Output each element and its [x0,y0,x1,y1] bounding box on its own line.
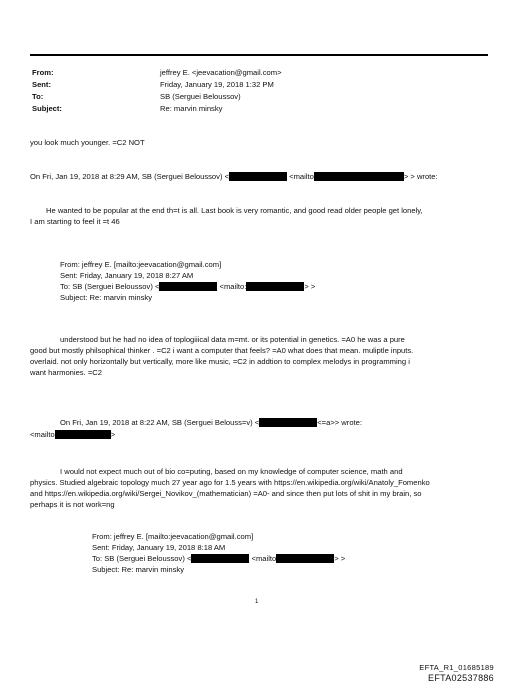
quote1-intro-end: > > wrote: [403,172,438,181]
quote1-intro [30,172,438,181]
to-label: To: [32,92,44,101]
quote1-mailto: <mailto [289,172,314,181]
header2-sent: Sent: Friday, January 19, 2018 8:27 AM [60,271,194,280]
header3-subject: Subject: Re: marvin minsky [92,565,184,574]
header3-to-end: > > [334,554,346,563]
quote2-mailto: <mailto [30,430,55,439]
redaction-box [276,554,334,563]
header2-mailto: <mailto: [219,282,247,291]
redaction-box [191,554,249,563]
redaction-box [55,430,111,439]
subject-label: Subject: [32,104,62,113]
from-label: From: [32,68,54,77]
subject-value: Re: marvin minsky [160,104,223,113]
quote2-mailto-line [30,430,115,439]
header3-to [92,554,345,563]
header2-to [60,282,315,291]
reply-text: you look much younger. =C2 NOT [30,138,145,147]
from-value: jeffrey E. <jeevacation@gmail.com> [160,68,282,77]
header-rule [30,54,488,56]
redaction-box [229,172,287,181]
header2-from: From: jeffrey E. [mailto:jeevacation@gmail.com] [60,260,222,269]
header2-subject: Subject: Re: marvin minsky [60,293,152,302]
body2-line3: overlaid. not only horizontally but vertically, more like music, =C2 in addtion to complex melodys in programming i [30,357,410,366]
body3-line1: I would not expect much out of bio co=puting, based on my knowledge of computer science, math and [60,467,403,476]
footer-id-1: EFTA_R1_01685189 [419,663,494,672]
quote1-body-line2: I am starting to feel it =t 46 [30,217,120,226]
quote2-intro [60,418,362,427]
body3-line2: physics. Studied algebraic topology much 27 year ago for 1.5 years with https://en.wikipedia.org/wiki/Anatoly_Fomenko [30,478,430,487]
quote1-intro-start: On Fri, Jan 19, 2018 at 8:29 AM, SB (Serguei Beloussov) < [30,172,230,181]
page-number: 1 [255,599,259,605]
body2-line2: good but mostly philsophical thinker . =C2 i want a computer that feels? =A0 what does that mean. muliptle inputs. [30,346,414,355]
to-value: SB (Serguei Beloussov) [160,92,241,101]
sent-value: Friday, January 19, 2018 1:32 PM [160,80,274,89]
body2-line4: want harmonies. =C2 [30,368,102,377]
header3-mailto: <mailto [251,554,277,563]
body2-line1: understood but he had no idea of toplogiiical data m=mt. or its potential in genetics. =A0 he was a pure [60,335,405,344]
header3-sent: Sent: Friday, January 19, 2018 8:18 AM [92,543,226,552]
header3-to-start: To: SB (Serguei Beloussov) < [92,554,192,563]
redaction-box [159,282,217,291]
quote1-body-line1: He wanted to be popular at the end th=t is all. Last book is very romantic, and good read older people get lonely, [46,206,423,215]
header2-to-start: To: SB (Serguei Beloussov) < [60,282,160,291]
redaction-box [259,418,317,427]
header3-from: From: jeffrey E. [mailto:jeevacation@gmail.com] [92,532,254,541]
body3-line3: and https://en.wikipedia.org/wiki/Sergei_Novikov_(mathematician) =A0- and since then put lots of shit in my brain, so [30,489,422,498]
redaction-box [246,282,304,291]
footer-id-2: EFTA02537886 [428,673,494,683]
quote2-intro-end: <=a>> wrote: [317,418,362,427]
redaction-box [314,172,404,181]
quote2-mailto-end: > [110,430,116,439]
quote2-intro-start: On Fri, Jan 19, 2018 at 8:22 AM, SB (Serguei Belouss=v) < [60,418,260,427]
header2-to-end: > > [304,282,316,291]
sent-label: Sent: [32,80,51,89]
body3-line4: perhaps it is not work=ng [30,500,115,509]
